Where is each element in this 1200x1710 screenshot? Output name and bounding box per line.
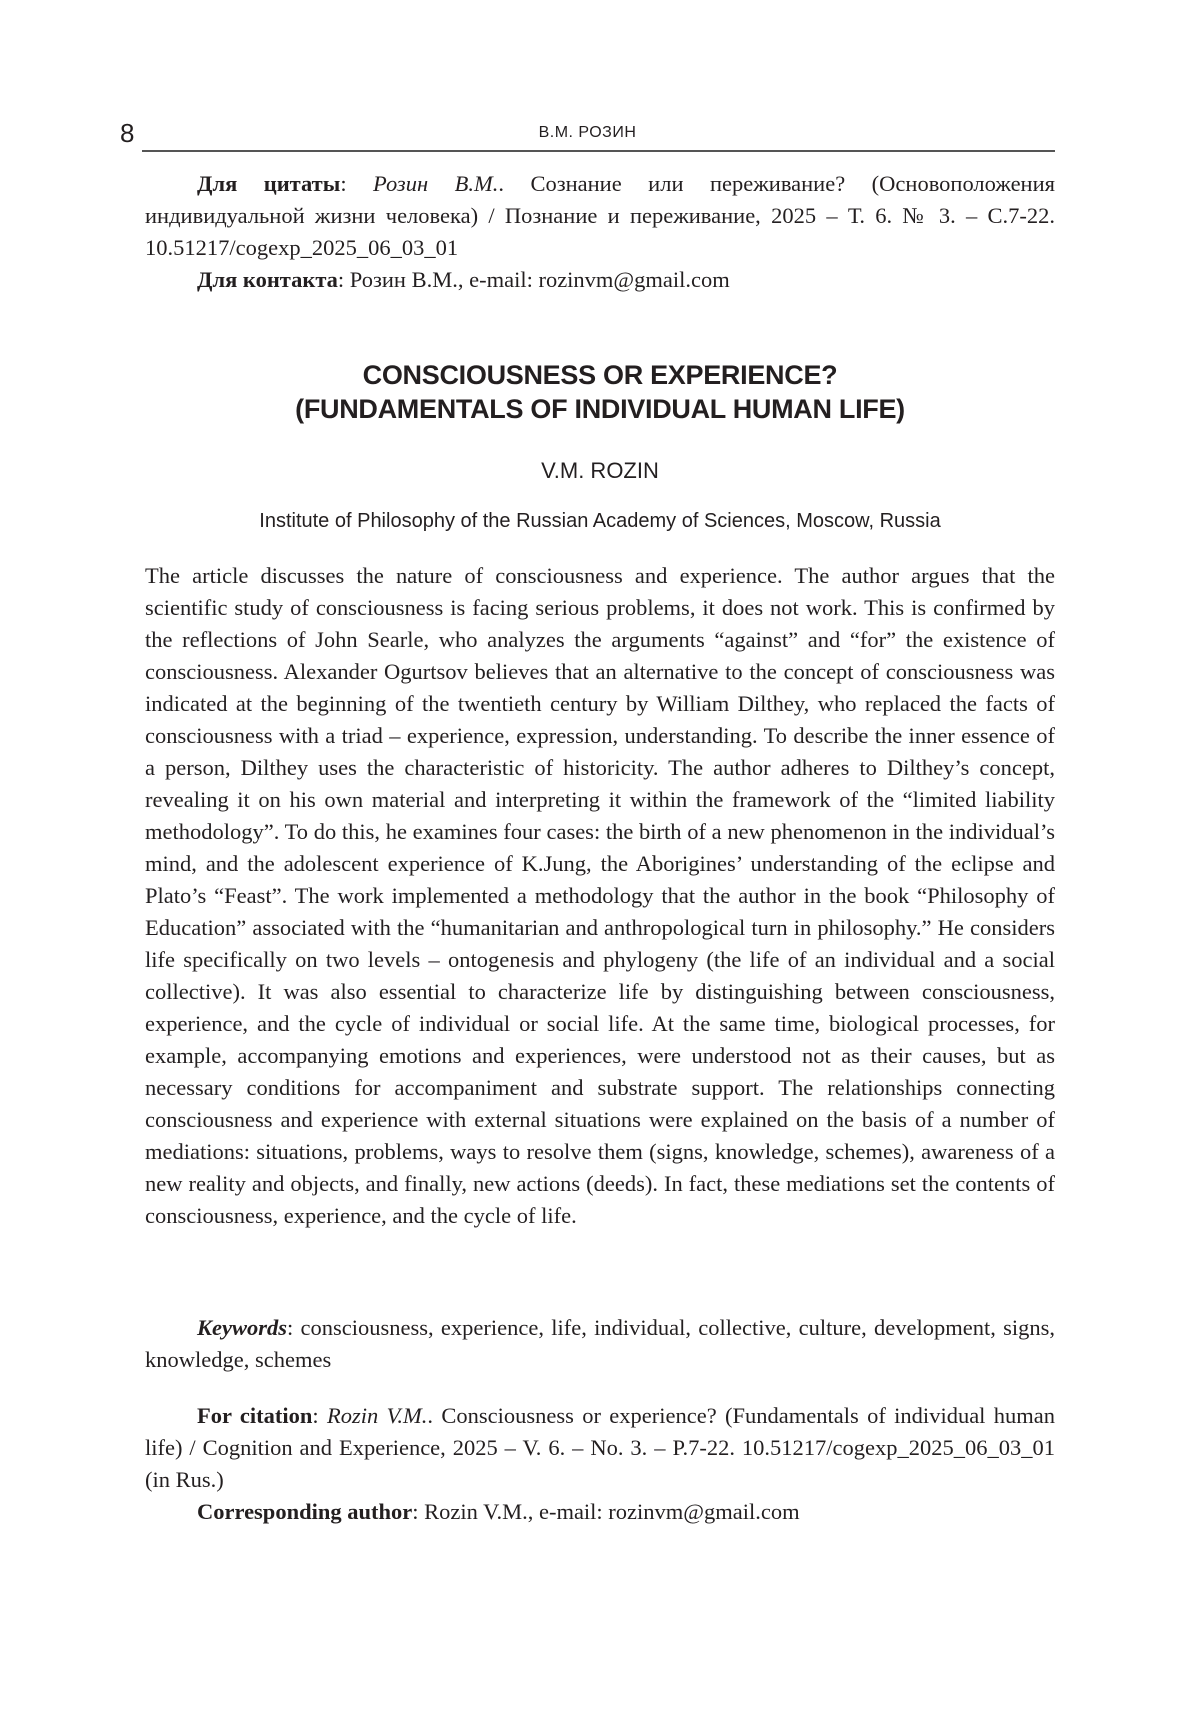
abstract [145, 560, 1055, 1232]
en-cite-text: Consciousness or experience? (Fundamentals of individual human life) / Cognition and Experience, 2025 – V. 6. – No. 3. – P.7-22. 10.51217/cogexp_2025_06_03_01 (in Rus.) [145, 1403, 1055, 1492]
page-header [120, 118, 1055, 158]
ru-cite-author: Розин В.М. [373, 171, 499, 196]
keywords-label: Keywords [197, 1315, 287, 1340]
keywords-paragraph: Keywords: consciousness, experience, life, individual, collective, culture, development, signs, knowledge, schemes [145, 1315, 1055, 1372]
title-line-1: CONSCIOUSNESS OR EXPERIENCE? [362, 360, 838, 390]
keywords [145, 1312, 1055, 1376]
en-contact-label: Corresponding author [197, 1499, 413, 1524]
russian-citation [145, 168, 1055, 296]
ru-contact-text: Розин В.М., e-mail: rozinvm@gmail.com [349, 267, 730, 292]
article-author: V.M. ROZIN [541, 458, 659, 483]
page-number: 8 [120, 118, 135, 148]
ru-contact-paragraph: Для контакта: Розин В.М., e-mail: rozinvm@gmail.com [197, 267, 730, 292]
abstract-text: The article discusses the nature of consciousness and experience. The author argues that the scientific study of consciousness is facing serious problems, it does not work. This is confirmed by the reflections of John Searle, who analyzes the arguments “against” and “for” the existence of consciousness. Alexander Ogurtsov believes that an alternative to the concept of consciousness was indicated at the beginning of the twentieth century by William Dilthey, who replaced the facts of consciousness with a triad – experience, expression, understanding. To describe the inner essence of a person, Dilthey uses the characteristic of historicity. The author adheres to Dilthey’s concept, revealing it on his own material and interpreting it within the framework of the “limited liability methodology”. To do this, he examines four cases: the birth of a new phenomenon in the individual’s mind, and the adolescent experience of K.Jung, the Aborigines’ understanding of the eclipse and Plato’s “Feast”. The work implemented a methodology that the author in the book “Philosophy of Education” associated with the “humanitarian and anthropological turn in philosophy.” He considers life specifically on two levels – ontogenesis and phylogeny (the life of an individual and a social collective). It was also essential to characterize life by distinguishing between consciousness, experience, and the cycle of individual or social life. At the same time, biological processes, for example, accompanying emotions and experiences, were understood not as their causes, but as necessary conditions for accompaniment and substrate support. The relationships connecting consciousness and experience with external situations were explained on the basis of a number of mediations: situations, problems, ways to resolve them (signs, knowledge, schemes), awareness of a new reality and objects, and finally, new actions (deeds). In fact, these mediations set the contents of consciousness, experience, and the cycle of life. [145, 563, 1055, 1228]
author-affiliation: Institute of Philosophy of the Russian Academy of Sciences, Moscow, Russia [259, 510, 941, 532]
en-cite-label: For citation [197, 1403, 313, 1428]
title-line-2: (FUNDAMENTALS OF INDIVIDUAL HUMAN LIFE) [295, 394, 905, 424]
article-title [0, 358, 1200, 426]
ru-cite-paragraph: Для цитаты: Розин В.М.. Сознание или переживание? (Основоположения индивидуальной жизни человека) / Познание и переживание, 2025 – Т. 6. № 3. – С.7-22. 10.51217/cogexp_2025_06_03_01 [145, 171, 1055, 260]
en-cite-author: Rozin V.M. [327, 1403, 428, 1428]
ru-cite-label: Для цитаты [197, 171, 341, 196]
english-citation [145, 1400, 1055, 1528]
keywords-text: consciousness, experience, life, individual, collective, culture, development, signs, knowledge, schemes [145, 1315, 1055, 1372]
en-contact-paragraph: Corresponding author: Rozin V.M., e-mail: rozinvm@gmail.com [197, 1499, 800, 1524]
en-cite-paragraph: For citation: Rozin V.M.. Consciousness or experience? (Fundamentals of individual human life) / Cognition and Experience, 2025 – V. 6. – No. 3. – P.7-22. 10.51217/cogexp_2025_06_03_01 (in Rus.) [145, 1403, 1055, 1492]
ru-cite-text: Сознание или переживание? (Основоположения индивидуальной жизни человека) / Познание и переживание, 2025 – Т. 6. № 3. – С.7-22. 10.51217/cogexp_2025_06_03_01 [145, 171, 1055, 260]
running-head: В.М. РОЗИН [538, 124, 637, 141]
header-rule [142, 150, 1055, 152]
ru-contact-label: Для контакта [197, 267, 338, 292]
en-contact-text: Rozin V.M., e-mail: rozinvm@gmail.com [424, 1499, 800, 1524]
